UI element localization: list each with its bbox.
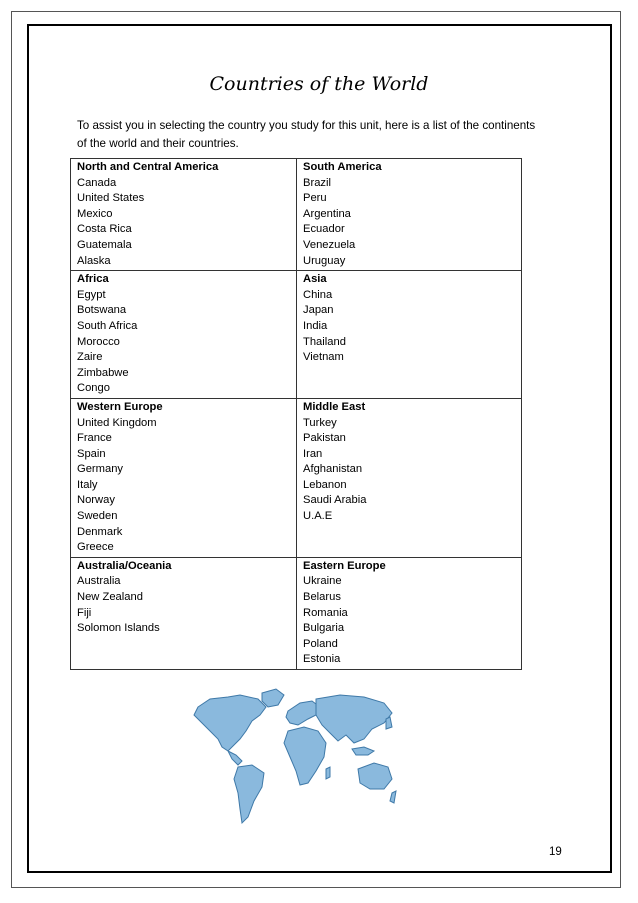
continent-name: South America (303, 161, 382, 173)
continent-row (71, 271, 522, 399)
continent-name: Australia/Oceania (77, 559, 172, 572)
continent-cell (71, 398, 297, 557)
country-item: United Kingdom (77, 416, 157, 429)
continent-name: Africa (77, 273, 109, 286)
country-item: Mexico (77, 207, 113, 220)
country-item: France (77, 432, 112, 445)
country-item: Germany (77, 463, 124, 476)
country-item: China (303, 288, 333, 301)
continent-name: Asia (303, 273, 327, 286)
map-new-zealand (390, 791, 396, 803)
country-item: Afghanistan (303, 463, 363, 476)
country-item: Fiji (77, 606, 92, 619)
country-item: Morocco (77, 335, 120, 348)
world-map-icon (180, 685, 400, 830)
country-item: Solomon Islands (77, 622, 160, 635)
country-item: United States (77, 192, 145, 205)
map-madagascar (326, 767, 330, 779)
intro-line: of the world and their countries. (77, 137, 239, 150)
country-item: Iran (303, 447, 323, 460)
intro-paragraph (77, 117, 557, 153)
country-item: Norway (77, 494, 115, 507)
map-australia (358, 763, 392, 789)
map-north-america (194, 695, 266, 751)
continent-name: Middle East (303, 400, 366, 413)
country-item: Botswana (77, 304, 127, 317)
country-item: Canada (77, 176, 117, 189)
countries-table (70, 158, 522, 670)
map-central-america (228, 751, 242, 765)
country-item: Vietnam (303, 351, 344, 364)
continent-cell (297, 271, 522, 399)
continent-cell (297, 159, 522, 271)
page-title: Countries of the World (209, 73, 429, 95)
country-item: Australia (77, 575, 121, 588)
country-item: Turkey (303, 416, 337, 429)
country-item: Venezuela (303, 238, 356, 251)
country-item: Thailand (303, 335, 346, 348)
map-japan (386, 717, 392, 729)
continent-name: North and Central America (77, 161, 219, 173)
continent-name: Western Europe (77, 400, 163, 413)
country-item: Japan (303, 304, 334, 317)
country-item: Brazil (303, 176, 331, 189)
continent-row (71, 159, 522, 271)
country-item: Zimbabwe (77, 366, 129, 379)
country-item: Ecuador (303, 223, 345, 236)
continent-cell (297, 557, 522, 669)
country-item: Sweden (77, 510, 118, 523)
country-item: Costa Rica (77, 223, 132, 236)
continent-row (71, 398, 522, 557)
country-item: Argentina (303, 207, 351, 220)
continent-cell (71, 271, 297, 399)
country-item: Estonia (303, 653, 341, 666)
continent-name: Eastern Europe (303, 559, 386, 572)
map-asia (316, 695, 392, 743)
country-item: Alaska (77, 254, 111, 267)
country-item: Egypt (77, 288, 106, 301)
country-item: Denmark (77, 525, 123, 538)
country-item: Spain (77, 447, 106, 460)
country-item: Lebanon (303, 478, 347, 491)
country-item: Peru (303, 192, 327, 205)
country-item: U.A.E (303, 510, 333, 523)
country-item: Uruguay (303, 254, 346, 267)
country-item: Belarus (303, 591, 341, 604)
country-item: Bulgaria (303, 622, 345, 635)
continent-row (71, 557, 522, 669)
country-item: New Zealand (77, 591, 143, 604)
map-south-america (234, 765, 264, 823)
intro-line: To assist you in selecting the country you study for this unit, here is a list of the continents (77, 119, 536, 132)
map-greenland (262, 689, 284, 707)
country-item: Italy (77, 478, 98, 491)
map-indonesia (352, 747, 374, 755)
country-item: Guatemala (77, 238, 132, 251)
country-item: Poland (303, 637, 338, 650)
country-item: Saudi Arabia (303, 494, 367, 507)
country-item: Ukraine (303, 575, 342, 588)
country-item: Greece (77, 541, 114, 554)
country-item: Zaire (77, 351, 103, 364)
map-africa (284, 727, 326, 785)
continent-cell (71, 159, 297, 271)
country-item: Pakistan (303, 432, 346, 445)
country-item: Romania (303, 606, 348, 619)
continent-cell (71, 557, 297, 669)
country-item: South Africa (77, 319, 138, 332)
map-europe (286, 701, 320, 725)
country-item: Congo (77, 382, 110, 395)
continent-cell (297, 398, 522, 557)
page-number: 19 (549, 846, 562, 858)
country-item: India (303, 319, 328, 332)
